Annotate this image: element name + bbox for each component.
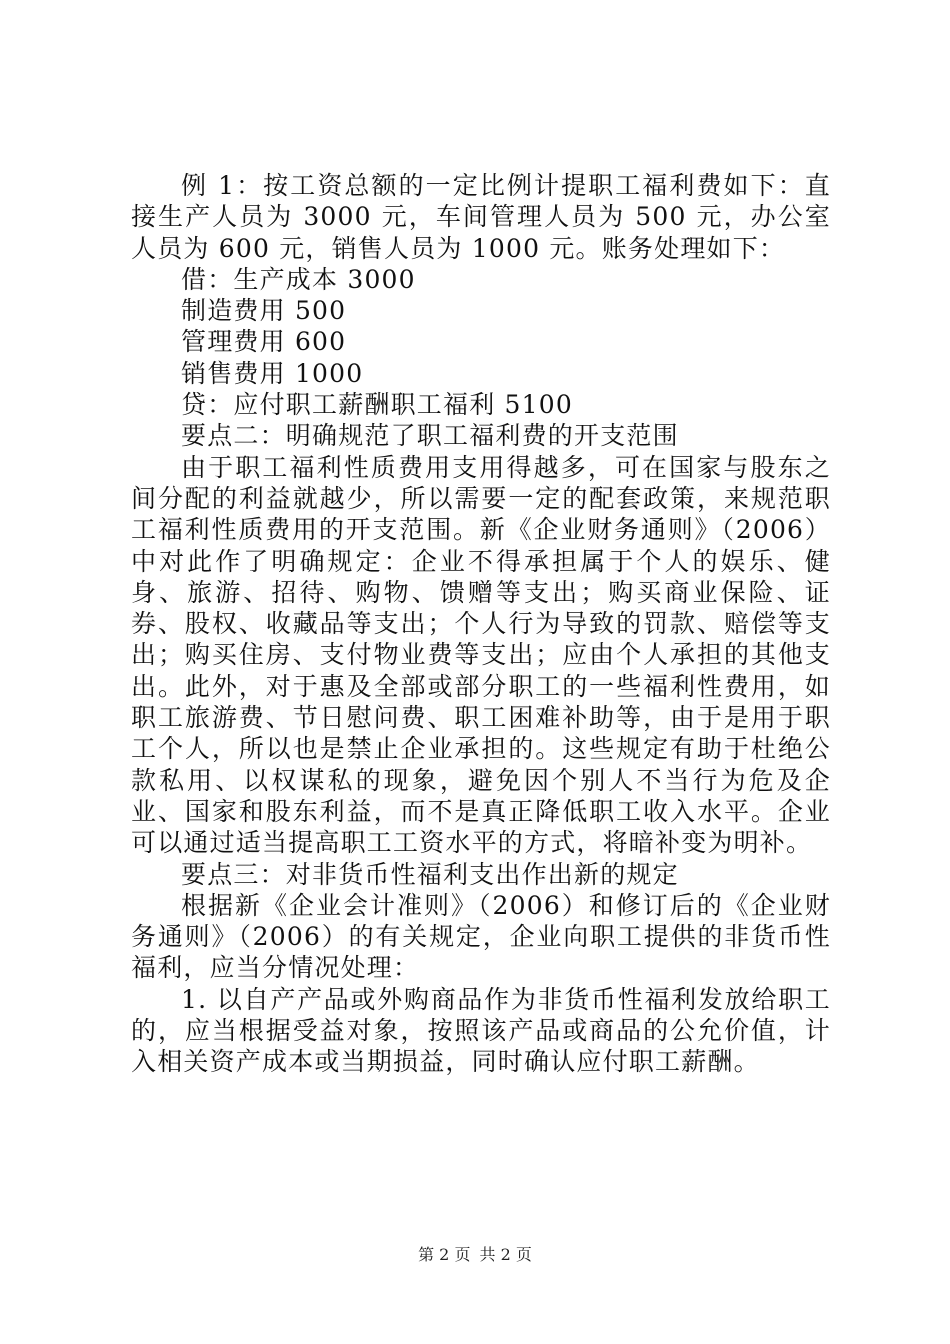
paragraph-management-expense: 管理费用 600 xyxy=(181,327,347,357)
paragraph-non-monetary-rules: 根据新《企业会计准则》（2006）和修订后的《企业财务通则》（2006）的有关规定，企业向职工提供的非货币性福利，应当分情况处理： xyxy=(131,890,831,983)
paragraph-debit-production-cost: 借：生产成本 3000 xyxy=(181,264,416,294)
page-number: 第 2 页 xyxy=(418,1245,471,1264)
paragraph-manufacturing-overhead: 制造费用 500 xyxy=(181,296,347,326)
page-footer xyxy=(0,1242,950,1265)
heading-point-three: 要点三：对非货币性福利支出作出新的规定 xyxy=(181,859,679,889)
paragraph-sales-expense: 销售费用 1000 xyxy=(181,358,364,388)
paragraph-item-1: 1. 以自产产品或外购商品作为非货币性福利发放给职工的，应当根据受益对象，按照该产品或商品的公允价值，计入相关资产成本或当期损益，同时确认应付职工薪酬。 xyxy=(131,984,831,1077)
document-body xyxy=(131,170,831,1078)
page-total: 共 2 页 xyxy=(479,1245,532,1264)
paragraph-example-1: 例 1：按工资总额的一定比例计提职工福利费如下：直接生产人员为 3000 元，车间管理人员为 500 元，办公室人员为 600 元，销售人员为 1000 元。账务处理如下： xyxy=(131,171,831,263)
paragraph-credit-payroll: 贷：应付职工薪酬职工福利 5100 xyxy=(181,390,573,420)
paragraph-welfare-scope: 由于职工福利性质费用支用得越多，可在国家与股东之间分配的利益就越少，所以需要一定的配套政策，来规范职工福利性质费用的开支范围。新《企业财务通则》（2006）中对此作了明确规定：企业不得承担属于个人的娱乐、健身、旅游、招待、购物、馈赠等支出；购买商业保险、证券、股权、收藏品等支出；个人行为导致的罚款、赔偿等支出；购买住房、支付物业费等支出；应由个人承担的其他支出。此外，对于惠及全部或部分职工的一些福利性费用，如职工旅游费、节日慰问费、职工困难补助等，由于是用于职工个人，所以也是禁止企业承担的。这些规定有助于杜绝公款私用、以权谋私的现象，避免因个别人不当行为危及企业、国家和股东利益，而不是真正降低职工收入水平。企业可以通过适当提高职工工资水平的方式，将暗补变为明补。 xyxy=(131,452,831,858)
heading-point-two: 要点二：明确规范了职工福利费的开支范围 xyxy=(181,421,679,451)
